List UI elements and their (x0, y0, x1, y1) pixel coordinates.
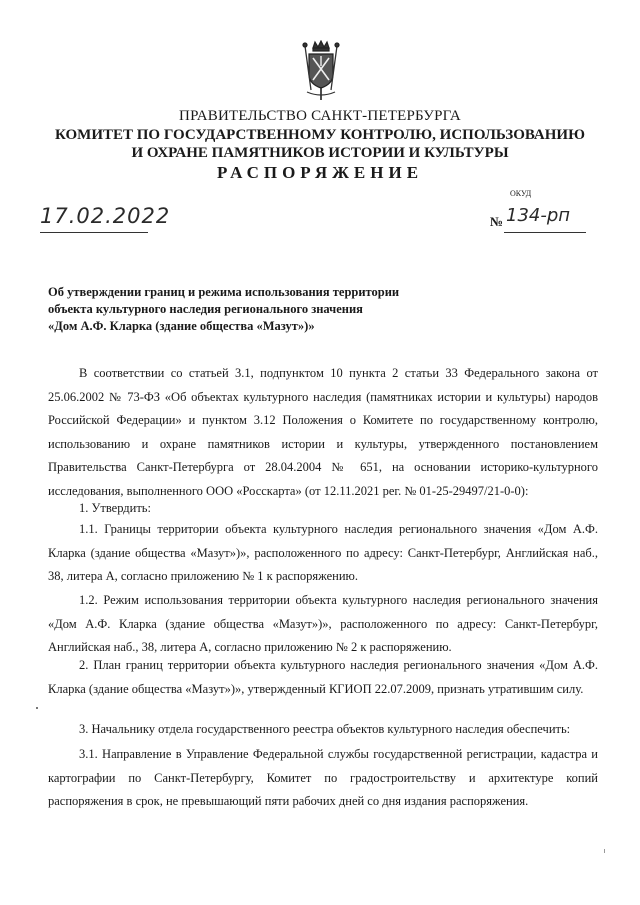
preamble-paragraph: В соответствии со статьей 3.1, подпунктом 10 пункта 2 статьи 33 Федерального закона от 25.06.2002 № 73-ФЗ «Об объектах культурного наследия (памятниках истории и культуры) народов Российской Федерации» и пунктом 3.12 Положения о Комитете по государственному контролю, использованию и охране памятников истории и культуры, утвержденного постановлением Правительства Санкт-Петербурга от 28.04.2004 № 651, на основании историко-культурного исследования, выполненного ООО «Росскарта» (от 12.11.2021 рег. № 01-25-29497/21-0-0): (48, 366, 598, 498)
number-underline (504, 232, 586, 233)
item-1-heading: 1. Утвердить: (79, 501, 151, 515)
item-3-1-paragraph: 3.1. Направление в Управление Федеральной службы государственной регистрации, кадастра и картографии по Санкт-Петербургу, Комитет по градостроительству и архитектуре копий распоряжения в срок, не превышающий пяти рабочих дней со дня издания распоряжения. (48, 747, 598, 808)
scan-speck (36, 707, 38, 709)
document-type-title: РАСПОРЯЖЕНИЕ (216, 163, 424, 182)
okud-label: ОКУД (510, 189, 532, 198)
item-1-1-paragraph: 1.1. Границы территории объекта культурного наследия регионального значения «Дом А.Ф. Кларка (здание общества «Мазут»)», расположенного по адресу: Санкт-Петербург, Английская наб., 38, литера А, согласно приложению № 1 к распоряжению. (48, 522, 598, 583)
org-name-committee-line2: И ОХРАНЕ ПАМЯТНИКОВ ИСТОРИИ И КУЛЬТУРЫ (131, 145, 509, 161)
scan-speck (604, 849, 605, 853)
item-1-2-paragraph: 1.2. Режим использования территории объекта культурного наследия регионального значения «Дом А.Ф. Кларка (здание общества «Мазут»)», расположенного по адресу: Санкт-Петербург, Английская наб., 38, литера А, согласно приложению № 2 к распоряжению. (48, 593, 598, 654)
coat-of-arms-icon (299, 40, 343, 102)
subject-line: «Дом А.Ф. Кларка (здание общества «Мазут»)» (48, 319, 315, 333)
subject-line: объекта культурного наследия регионального значения (48, 302, 363, 316)
date-underline (40, 232, 148, 233)
number-label: № (490, 214, 504, 229)
item-2-paragraph: 2. План границ территории объекта культурного наследия регионального значения «Дом А.Ф. Кларка (здание общества «Мазут»)», утвержденный КГИОП 22.07.2009, признать утратившим силу. (48, 658, 598, 696)
org-name-committee-line1: КОМИТЕТ ПО ГОСУДАРСТВЕННОМУ КОНТРОЛЮ, ИСПОЛЬЗОВАНИЮ (55, 127, 585, 143)
document-subject (48, 284, 448, 335)
org-name-government: ПРАВИТЕЛЬСТВО САНКТ-ПЕТЕРБУРГА (179, 108, 461, 124)
item-3-paragraph: 3. Начальнику отдела государственного реестра объектов культурного наследия обеспечить: (79, 722, 571, 736)
document-date: 17.02.2022 (40, 204, 171, 228)
subject-line: Об утверждении границ и режима использования территории (48, 285, 400, 299)
document-number: 134-рп (506, 205, 571, 226)
